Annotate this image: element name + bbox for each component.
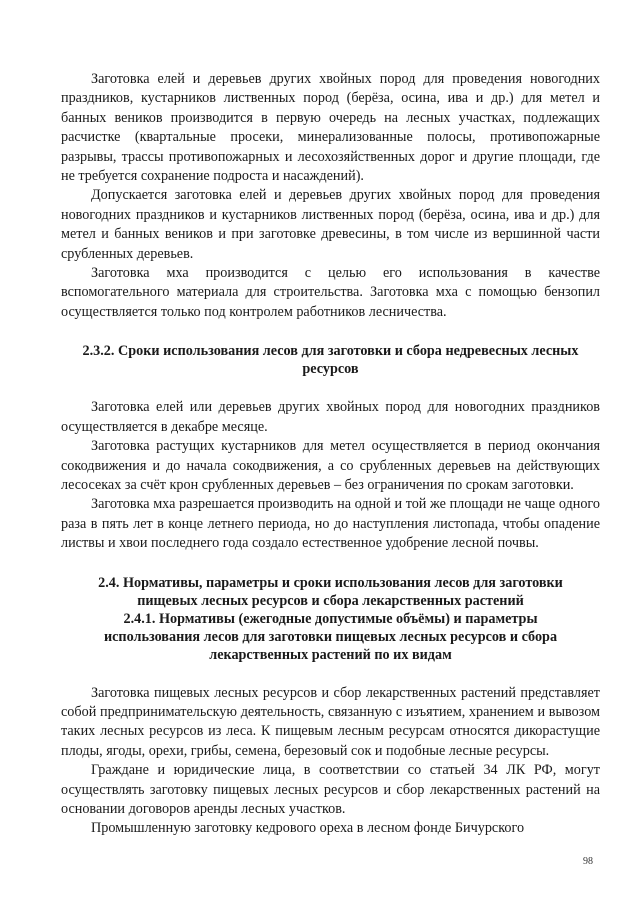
paragraph: Заготовка пищевых лесных ресурсов и сбор лекарственных растений представляет собой предпринимательскую деятельность, связанную с изъятием, хранением и вывозом таких лесных ресурсов из леса. К пищевым лесным ресурсам относятся дикорастущие плоды, ягоды, орехи, грибы, семена, березовый сок и подобные лесные ресурсы. — [61, 684, 600, 759]
paragraph: Промышленную заготовку кедрового ореха в лесном фонде Бичурского — [91, 820, 525, 837]
paragraph: Заготовка елей и деревьев других хвойных пород для проведения новогодних праздников, кустарников лиственных пород (берёза, осина, ива и др.) для метел и банных веников производится в первую очередь на лесных участках, подлежащих расчистке (квартальные просеки, минерализованные полосы, противопожарные разрывы, трассы противопожарных и лесохозяйственных дорог и другие площади, где не требуется сохранение подроста и насаждений). — [61, 71, 600, 185]
paragraph: Заготовка елей или деревьев других хвойных пород для новогодних праздников осуществляется в декабре месяце. — [61, 399, 600, 435]
paragraph: Граждане и юридические лица, в соответствии со статьей 34 ЛК РФ, могут осуществлять заготовку пищевых лесных ресурсов и сбор лекарственных растений на основании договоров аренды лесных участков. — [61, 762, 600, 817]
section-heading-2-4: 2.4. Нормативы, параметры и сроки использования лесов для заготовки пищевых лесных ресурсов и сбора лекарственных растений — [98, 574, 563, 609]
paragraph: Заготовка растущих кустарников для метел осуществляется в период окончания сокодвижения и до начала сокодвижения, а со срубленных деревьев на действующих лесосеках за счёт крон срубленных деревьев – без ограничения по срокам заготовки. — [61, 438, 600, 493]
section-heading-2-3-2: 2.3.2. Сроки использования лесов для заготовки и сбора недревесных лесных ресурсов — [82, 343, 579, 378]
paragraph: Допускается заготовка елей и деревьев других хвойных пород для проведения новогодних праздников и кустарников лиственных пород (берёза, осина, ива и др.) для метел и банных веников и при заготовке древесины, в том числе из вершинной части срубленных деревьев. — [61, 187, 600, 262]
page-number: 98 — [583, 856, 593, 867]
paragraph: Заготовка мха разрешается производить на одной и той же площади не чаще одного раза в пять лет в конце летнего периода, но до наступления листопада, чтобы опадение листвы и хвои последнего года создало естественное удобрение лесной почвы. — [61, 496, 600, 552]
document-page — [61, 70, 600, 839]
section-heading-2-4-1: 2.4.1. Нормативы (ежегодные допустимые объёмы) и параметры использования лесов для заготовки пищевых лесных ресурсов и сбора лекарственных растений по их видам — [103, 610, 558, 663]
paragraph: Заготовка мха производится с целью его использования в качестве вспомогательного материала для строительства. Заготовка мха с помощью бензопил осуществляется только под контролем работников лесничества. — [61, 265, 600, 320]
